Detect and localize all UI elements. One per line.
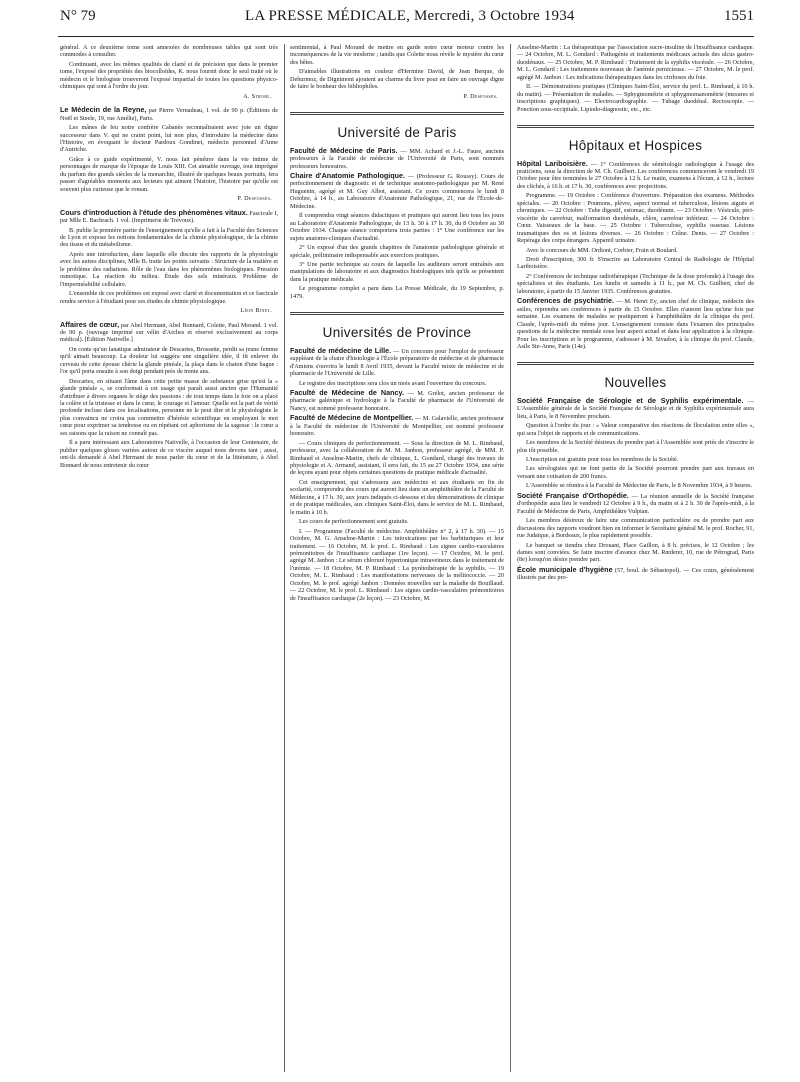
review-heading: [60, 209, 278, 225]
paragraph: Les sérologistes qui ne font partie de la Société pourront prendre part aux travaux en versant une cotisation de 200 francs.: [517, 465, 754, 480]
signature: A. Strohl.: [243, 92, 272, 100]
paragraph: 3° Une partie technique au cours de laquelle les auditeurs seront entraînés aux manipulations de laboratoire et aux diagnostics histologiques tels qu'ils se présentent dans la pratique médicale.: [290, 260, 504, 283]
section-heading-paris: Université de Paris: [337, 125, 457, 141]
paragraph: Cet enseignement, qui s'adressera aux médecins et aux étudiants en fin de scolarité, comprendra des cours qui auront lieu dans un amphithéâtre de la Faculté de Médecine, à 17 h. 30, aux jours indiqués ci-dessous et des démonstrations de clinique et de pratique médicales, aux cliniques Saint-Éloi, dans le service de M. L. Rimbaud, le matin à 10 h.: [290, 478, 504, 516]
notice: [290, 389, 504, 412]
paragraph: Descartes, en situant l'âme dans cette petite masse de substance grise qu'est la « glande pinéale », se conformait à cet usage qui paraît aussi ancien que l'Humanité d'attribuer à divers organes le siège des passions : de tout temps dans le foie on a placé la colère et la tristesse et dans le cœur, le courage et l'amour. Quelle est la part de vérité profonde incluse dans ces localisations, personne ne le peut dire et le physiologiste le plus convaincu ne croira pas commettre d'hérésie scientifique en employant le mot cœur pour exprimer sa tendresse ou en répétant cet aphorisme de la sagesse : le cœur a ses raisons que la raison ne connaît pas.: [60, 377, 278, 437]
paragraph: général. A ce deuxième tome sont annexées de nombreuses tables qui sont très commodes à consulter.: [60, 44, 278, 59]
paragraph: Le registre des inscriptions sera clos un mois avant l'ouverture du concours.: [299, 379, 487, 387]
review-meta: par Pierre Vernadeau, 1 vol. de 90 p. (Éditions de Noël et Steele, 19, rue Amélie), Paris.: [60, 107, 279, 122]
notice: [290, 414, 504, 437]
issue-number: N° 79: [60, 8, 96, 24]
notice: [517, 297, 754, 350]
notice-title: Faculté de médecine de Lille.: [290, 345, 392, 355]
notice-title: Conférences de psychiatrie.: [517, 296, 615, 306]
notice-text: — M. Galavielle, ancien professeur à la Faculté de médecine de l'Université de Montpellier, est nommé professeur honoraire.: [290, 415, 505, 438]
review-heading: [60, 321, 278, 344]
paragraph: Il comprendra vingt séances didactiques et pratiques qui auront lieu tous les jours au Laboratoire d'Anatomie Pathologique, de 13 h. 30 à 17 h. 30, du 8 Octobre au 30 Octobre 1934. Chaque séance comportera trois parties : 1° Une conférence sur les sujets anatomo-cliniques d'actualité.: [290, 212, 504, 242]
page-header: [60, 8, 754, 36]
notice-text: — M. Henri Ey, ancien chef de clinique, médecin des asiles, reprendra ses conférences à partir du 15 Octobre. Elles n'auront lieu qu'une fois par semaine. Les examens de malades se pratiqueront à l'amphithéâtre de la clinique du prof. Claude, l'après-midi du même jour. L'enseignement consiste dans l'examen des principales questions de la médecine mentale sous leur aspect actuel et dans leur application à la clinique. Pour les inscriptions et le programme, s'adresser à M. Sivadon, à la clinique du prof. Claude, Asile Ste-Anne, Paris (14e).: [517, 298, 755, 350]
notice-text: — 1° Conférences de séméiologie radiologique à l'usage des praticiens, sous la direction de M. Ch. Guilbert. Les conférences commenceront le vendredi 19 Octobre pour être terminées le 27 Octobre à 12 h. Le matin, examens à l'écran, à 12 h., lecture des clichés, à 16 h. et 17 h. 30, conférences avec projections.: [517, 160, 754, 190]
section-rule: [290, 312, 504, 315]
paragraph: L'ensemble de ces problèmes est exposé avec clarté et documentation et ce fascicule rendra service à l'étudiant pour ses études de chimie physiologique.: [60, 290, 278, 305]
paragraph: Les membres de la Société désireux de prendre part à l'Assemblée sont priés de s'inscrire le plus tôt possible.: [517, 439, 754, 454]
paragraph: Droit d'inscription, 300 fr. S'inscrire au Laboratoire Central de Radiologie de l'Hôpital Lariboisière.: [517, 255, 754, 271]
paragraph: 2° Un exposé d'un des grands chapitres de l'anatomie pathologique générale et spéciale, préliminaire indispensable aux exercices pratiques.: [290, 244, 504, 259]
notice-title: Faculté de Médecine de Nancy.: [290, 387, 404, 397]
paragraph: Question à l'ordre du jour : « Valeur comparative des réactions de floculation entre elles », qui sera l'objet de rapports et de communications.: [517, 422, 754, 437]
notice: [517, 160, 754, 191]
paragraph: 2° Conférences de technique radiothérapique (Technique de la dose profonde) à l'usage des spécialistes et des étudiants. Les lundis et samedis à 11 h., par M. Ch. Guilbert, chef de laboratoire, à partir du 15 Janvier 1935. Conférences gratuites.: [517, 272, 754, 295]
notice-title: Société Française d'Orthopédie.: [517, 490, 629, 500]
review-title: Le Médecin de la Reyne,: [60, 105, 147, 115]
paragraph: — Cours cliniques de perfectionnement. — Sous la direction de M. L. Rimbaud, professeur, avec la collaboration de M. M. Janbon, professeur agrégé, de MM. P. Rimbaud et Anselme-Martin, chefs de clinique, L. Gondard, chargé des travaux de physiologie et A. Armand, assistant, il sera fait, du 15 au 27 Octobre 1934, une série de leçons ayant pour objets certaines questions de pratique médicale d'actualité.: [290, 439, 504, 477]
notice: [290, 172, 504, 210]
paragraph: Programme. — 19 Octobre : Conférence d'ouverture. Préparation des examens. Méthodes spéciales. — 20 Octobre : Poumons, plèvre, aspect normal et tuberculose, lésions aiguës et chroniques. — 22 Octobre : Tube digestif, estomac, duodénum. — 23 Octobre : Vésicule, péri-viscérite du carrefour, malformation duodénale, côlon, carrefour inférieur. — 24 Octobre : Cœur. Vaisseaux de la base. — 25 Octobre : Tuberculose, syphilis osseuse. Lésions traumatiques des os et lésions diverses. — 26 Octobre : Crâne. Dents. — 27 Octobre : Repérage des corps étrangers. Appareil urinaire.: [517, 192, 754, 245]
column-1: [60, 44, 278, 471]
paragraph: Avec le concours de MM. Ordioni, Corbier, Frain et Boulard.: [526, 246, 678, 254]
notice: [517, 492, 754, 515]
paragraph: L'Assemblée se réunira à la Faculté de Médecine de Paris, le 8 Novembre 1934, à 9 heures.: [526, 482, 753, 490]
review-heading: [60, 106, 278, 122]
section-heading-nouvelles: Nouvelles: [604, 375, 667, 391]
notice-title: Faculté de Médecine de Paris.: [290, 145, 398, 155]
paragraph: Les mânes de feu notre confrère Cabanès reconnaîtraient avec joie un digne successeur dans V. qui ne craint point, lui non plus, d'introduire la médecine dans l'Histoire, en évoquant le docteur Pardoux Gondinet, médecin personnel d'Anne d'Autriche.: [60, 124, 278, 154]
column-divider: [284, 44, 285, 1072]
review-title: Cours d'introduction à l'étude des phénomènes vitaux.: [60, 207, 248, 217]
paragraph: Continuant, avec les mêmes qualités de clarté et de précision que dans le premier tome, l'exposé des propriétés des biocolloïdes, K. nous fournit donc le seul traité où le médecin et le biologiste trouveront l'exposé impartial de toutes les questions physico-chimiques qui sont à l'ordre du jour.: [60, 60, 278, 91]
notice-text: (57, boul. de Sébastopol). — Ces cours, généralement illustrés par des pro-: [517, 566, 755, 582]
section-heading-province: Universités de Province: [322, 325, 472, 341]
paragraph: Il a paru intéressant aux Laboratoires Nativelle, à l'occasion de leur Centenaire, de publier quelques gloses variées autour de ce viscère auquel nous devons tant ; aussi, ont-ils demandé à Abel Hermant de nous parler du cœur et de la littérature, à Abel Bonnard de nous entretenir du cœur: [60, 439, 278, 469]
notice-text: — La réunion annuelle de la Société française d'orthopédie aura lieu le vendredi 12 Octobre à 9 h., du matin et à 2 h. 30 de l'après-midi, à la Faculté de Médecine de Paris, Amphithéâtre Vulpian.: [517, 492, 755, 515]
notice-title: Hôpital Lariboisière.: [517, 158, 588, 168]
signature: P. Desfosses.: [463, 92, 498, 100]
header-rule: [58, 36, 754, 37]
paragraph: On conte qu'un fanatique admirateur de Descartes, Brossette, perdit sa jeune femme qu'il aimait beaucoup. La douleur lui suggéra une singulière idée, il fit enlever du cerveau de cette épouse chérie la glande pinéale, la plaça dans le chaton d'une bague : l'or qu'il porta ensuite à son doigt pendant près de trente ans.: [60, 345, 278, 376]
paragraph: II. — Démonstrations pratiques (Cliniques Saint-Éloi, service du prof. L. Rimbaud, à 10 h. du matin). — Présentation de malades. — Sphygmométrie et sphygmomanométrie (mesures et inscriptions graphiques). — Electrocardiographie. — Tubage duodénal. Rectoscopie. — Ponction sous-occipitale. Lipiodo-diagnostic, etc., etc.: [517, 83, 754, 113]
notice: [290, 147, 504, 170]
paragraph: Anselme-Martin : La thérapeutique par l'association sucre-insuline de l'insuffisance cardiaque. — 24 Octobre, M. L. Gondard : Pathogénie et traitements médicaux actuels des ulcus gastro-duodénaux. — 25 Octobre, M. P. Rimbaud : Traitement de la syphilis viscérale. — 26 Octobre, M. L. Gondard : Les traitements nouveaux de l'anémie pernicieuse. — 27 Octobre, M. le prof. agrégé M. Janbon : Les indications thérapeutiques dans les cirrhoses du foie.: [517, 44, 754, 81]
paragraph: L'inscription est gratuite pour tous les membres de la Société.: [526, 456, 679, 464]
notice: [517, 397, 754, 420]
paragraph: Les cours de perfectionnement sont gratuits.: [299, 518, 409, 526]
paragraph: Grâce à ce guide expérimenté, V. nous fait pénétrer dans la vie intime de personnages de marque de l'époque de Louis XIII. Cet aimable ouvrage, tout imprégné du parfum des grands siècles de la monarchie, illustré de quelques beaux portraits, fera passer d'agréables moments aux lecteurs qui aiment l'histoire, l'histoire par qu'elle est souvent plus curieuse que le roman.: [60, 155, 278, 193]
review-meta: par Abel Hermant, Abel Bonnard, Colette, Paul Morand. 1 vol. de 90 p. (ouvrage imprimé sur vélin d'Arches et réservé exclusivement au corps médical). [Édition Nativelle.]: [60, 321, 279, 344]
column-2: [290, 44, 504, 604]
notice: [517, 566, 754, 582]
paragraph: Le programme complet a paru dans La Presse Médicale, du 19 Septembre, p. 1479.: [290, 285, 504, 300]
signature: Léon Binet.: [240, 307, 272, 315]
paragraph: Le banquet se tiendra chez Drouant, Place Gaillon, à 8 h. précises, le 12 Octobre ; les dames sont conviées. Se faire inscrire d'avance chez M. Rœderer, 10, rue de Pétrograd, Paris (8e) lorsqu'on désire prendre part.: [517, 541, 754, 564]
signature: P. Desfosses.: [237, 195, 272, 203]
section-rule: [517, 125, 754, 128]
paragraph: I. — Programme (Faculté de médecine. Amphithéâtre n° 2, à 17 h. 30). — 15 Octobre, M. G. Anselme-Martin : Les intoxications par les barbituriques et leur traitement. — 16 Octobre, M. le prof. L. Rimbaud : Les signes cardio-vasculaires prémonitoires de l'insuffisance cardiaque (1re leçon). — 17 Octobre, M. le prof. agrégé M. Janbon : Le sérum chloruré hypertonique intraveineux dans le traitement de l'urémie. — 18 Octobre, M. P. Rimbaud : La pyrétothérapie de la syphilis. — 19 Octobre, M. L. Rimbaud : Les manifestations nerveuses de la mélitococcie. — 20 Octobre, M. le prof. agrégé Janbon : Données nouvelles sur la maladie de Bouillaud. — 22 Octobre, M. le prof. L. Rimbaud : Les signes cardio-vasculaires prémonitoires de l'insuffisance cardiaque (2e leçon). — 23 Octobre, M.: [290, 527, 504, 602]
section-heading-hopitaux: Hôpitaux et Hospices: [568, 138, 703, 154]
column-3: [517, 44, 754, 584]
notice-text: — Un concours pour l'emploi de professeur suppléant de la chaire d'histologie à l'École préparatoire de médecine et de pharmacie d'Amiens s'ouvrira le lundi 8 Avril 1935, devant la Faculté mixte de médecine et de pharmacie de l'Université de Lille.: [290, 347, 504, 378]
section-rule: [290, 112, 504, 115]
notice-title: Faculté de Médecine de Montpellier.: [290, 413, 414, 423]
notice-text: — M. Grélot, ancien professeur de pharmacie galénique et hydrologie à la Faculté de pharmacie de l'Université de Nancy, est nommé professeur honoraire.: [290, 389, 505, 412]
paragraph: Les membres désireux de faire une communication particulière ou de prendre part aux discussions des rapports voudront bien en informer le Secrétaire général M. le prof. Rocher, 91, rue Judaïque, à Bordeaux, le plus rapidement possible.: [517, 517, 754, 540]
notice-title: École municipale d'hygiène: [517, 564, 613, 574]
paragraph: D'aimables illustrations en couleur d'Hermine David, de Jean Berque, de Dehurmoz, de Dignimont ajoutent au charme du livre pour en faire un ouvrage digne de faire le bonheur des bibliophiles.: [290, 68, 504, 91]
notice-title: Société Française de Sérologie et de Syphilis expérimentale.: [517, 395, 744, 405]
review-title: Affaires de cœur,: [60, 319, 120, 329]
notice-title: Chaire d'Anatomie Pathologique.: [290, 170, 406, 180]
masthead-title: LA PRESSE MÉDICALE, Mercredi, 3 Octobre 1934: [245, 8, 575, 24]
paragraph: sentimental, à Paul Morand de mettre en garde notre cœur moteur contre les inconséquences de la vie moderne ; tandis que Colette nous révèle le mystère du cœur des bêtes.: [290, 44, 504, 66]
paragraph: Après une introduction, dans laquelle elle discute des rapports de la physiologie avec les autres disciplines, Mlle B. traite les points suivants : Structure de la matière et le problème des radiations. Rôle de l'eau dans les phénomènes biologiques. Pression osmotique. La réaction du milieu. Étude des sels minéraux. Problème de l'imperméabilité cellulaire.: [60, 250, 278, 288]
notice-text: — L'Assemblée générale de la Société Française de Sérologie et de Syphilis expérimentale aura lieu, à Paris, le 8 Novembre prochain.: [517, 397, 755, 420]
notice-text: — (Professeur G. Roussy). Cours de perfectionnement de diagnostic et de technique anatomo-pathologique par M. René Huguenin, agrégé et M. Guy Albot, assistant. Ce cours commencera le lundi 8 Octobre, à 14 h., au Laboratoire d'Anatomie Pathologique, 21, rue de l'École-de-Médecine.: [290, 172, 505, 210]
notice: [290, 347, 504, 378]
review-meta: Fascicule I, par Mlle E. Bachrach. 1 vol. (Imprimerie de Trévoux).: [60, 209, 279, 225]
paragraph: B. publie la première partie de l'enseignement qu'elle a fait à la Faculté des Sciences de Lyon et expose les notions fondamentales de la chimie physiologique, de la chimie des tissus et du métabolisme.: [60, 226, 278, 249]
column-divider: [510, 44, 511, 1072]
notice-text: — MM. Achard et J.-L. Faure, anciens professeurs à la Faculté de médecine de l'Université de Paris, sont nommés professeurs honoraires.: [290, 147, 505, 170]
section-rule: [517, 362, 754, 365]
page-number: 1551: [724, 8, 754, 24]
